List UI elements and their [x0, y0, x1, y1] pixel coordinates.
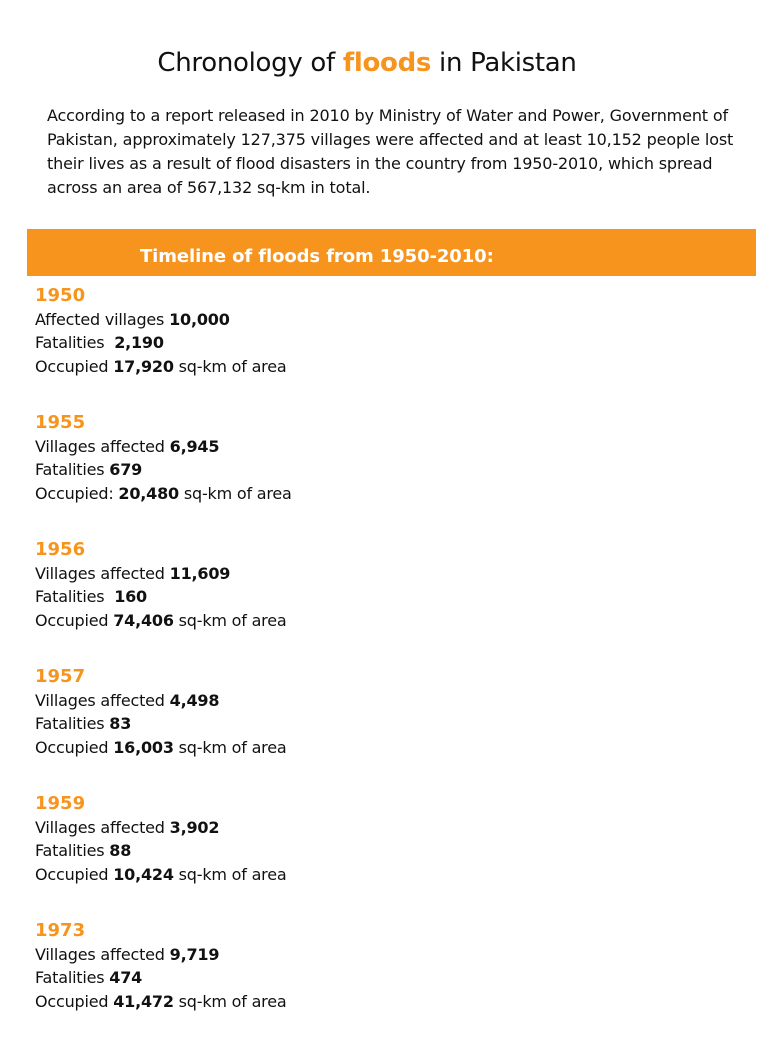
entry-year: 1955	[35, 412, 86, 433]
entry-villages: Affected villages 10,000	[35, 310, 230, 329]
entry-villages: Villages affected 4,498	[35, 691, 220, 710]
timeline-entry	[35, 284, 735, 411]
entry-area: Occupied 10,424 sq-km of area	[35, 864, 287, 884]
flood-timeline	[35, 284, 735, 1046]
title-before: Chronology of	[157, 48, 343, 78]
entry-area: Occupied 17,920 sq-km of area	[35, 356, 287, 376]
timeline-banner	[27, 229, 756, 276]
entry-year: 1973	[35, 920, 86, 941]
timeline-entry	[35, 665, 735, 792]
entry-fatalities: Fatalities 160	[35, 587, 147, 607]
intro-line: across an area of 567,132 sq-km in total.	[47, 178, 371, 197]
title-after: in Pakistan	[431, 48, 577, 78]
entry-area: Occupied 74,406 sq-km of area	[35, 610, 287, 630]
timeline-entry	[35, 411, 735, 538]
page-title	[0, 48, 734, 78]
timeline-entry	[35, 538, 735, 665]
intro-line: their lives as a result of flood disasters in the country from 1950-2010, which spread	[47, 154, 713, 173]
entry-fatalities: Fatalities 2,190	[35, 333, 164, 353]
entry-fatalities: Fatalities 83	[35, 714, 132, 734]
intro-paragraph	[47, 104, 747, 200]
entry-fatalities: Fatalities 474	[35, 968, 143, 988]
entry-fatalities: Fatalities 88	[35, 841, 132, 861]
entry-year: 1959	[35, 793, 86, 814]
timeline-entry	[35, 792, 735, 919]
entry-area: Occupied 16,003 sq-km of area	[35, 737, 287, 757]
entry-villages: Villages affected 3,902	[35, 818, 220, 837]
entry-villages: Villages affected 11,609	[35, 564, 231, 583]
title-accent-word: floods	[342, 48, 432, 78]
entry-year: 1957	[35, 666, 86, 687]
entry-year: 1956	[35, 539, 86, 560]
entry-fatalities: Fatalities 679	[35, 460, 143, 480]
timeline-entry	[35, 919, 735, 1046]
entry-villages: Villages affected 9,719	[35, 945, 220, 964]
entry-villages: Villages affected 6,945	[35, 437, 220, 456]
entry-year: 1950	[35, 285, 86, 306]
timeline-banner-title: Timeline of floods from 1950-2010:	[140, 246, 494, 267]
entry-area: Occupied: 20,480 sq-km of area	[35, 483, 292, 503]
intro-line: According to a report released in 2010 by Ministry of Water and Power, Government of	[47, 106, 728, 125]
entry-area: Occupied 41,472 sq-km of area	[35, 991, 287, 1011]
intro-line: Pakistan, approximately 127,375 villages were affected and at least 10,152 people lost	[47, 130, 734, 149]
